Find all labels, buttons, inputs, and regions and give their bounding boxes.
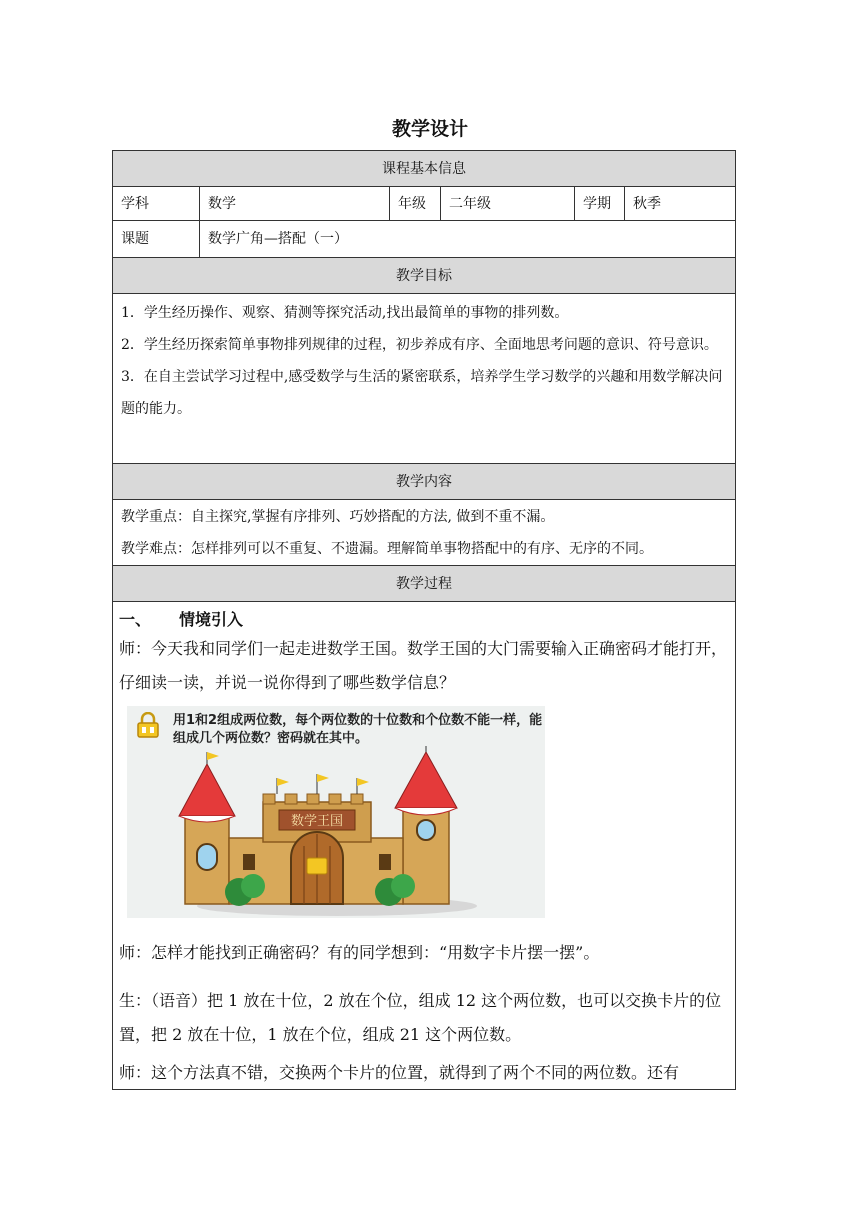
goal-item: 3．在自主尝试学习过程中,感受数学与生活的紧密联系，培养学生学习数学的兴趣和用数学解决问题的能力。 (121, 369, 723, 417)
goal-item: 2．学生经历探索简单事物排列规律的过程，初步养成有序、全面地思考问题的意识、符号意识。 (121, 337, 718, 353)
teacher-paragraph-1: 师：今天我和同学们一起走进数学王国。数学王国的大门需要输入正确密码才能打开，仔细读一读，并说一说你得到了哪些数学信息？ (119, 639, 728, 692)
content-body (113, 500, 735, 566)
topic-value: 数学广角—搭配（一） (199, 221, 736, 257)
student-paragraph: 生：（语音）把 1 放在十位，2 放在个位，组成 12 这个两位数，也可以交换卡片的位置，把 2 放在十位，1 放在个位，组成 21 这个两位数。 (119, 991, 722, 1044)
content-key-point: 教学重点：自主探究,掌握有序排列、巧妙搭配的方法, 做到不重不漏。 (121, 509, 555, 525)
process-body (113, 602, 735, 1090)
info-row-subject (113, 187, 735, 221)
castle-illustration (127, 706, 545, 918)
puzzle-caption: 用1和2组成两位数，每个两位数的十位数和个位数不能一样，能组成几个两位数？密码就在其中。 (173, 713, 543, 746)
section-header-content: 教学内容 (113, 464, 735, 500)
section-header-process: 教学过程 (113, 566, 735, 602)
goals-body (113, 294, 735, 464)
content-difficulty: 教学难点：怎样排列可以不重复、不遗漏。理解简单事物搭配中的有序、无序的不同。 (121, 541, 653, 557)
goal-item: 1．学生经历操作、观察、猜测等探究活动,找出最简单的事物的排列数。 (121, 305, 569, 321)
term-label: 学期 (574, 187, 624, 220)
section-header-goals: 教学目标 (113, 258, 735, 294)
process-heading (113, 602, 735, 632)
castle-sign-text: 数学王国 (290, 814, 344, 829)
subject-label: 学科 (121, 196, 149, 212)
grade-label: 年级 (389, 187, 440, 220)
teacher-paragraph-2: 师：怎样才能找到正确密码？有的同学想到：“用数字卡片摆一摆”。 (119, 943, 600, 962)
info-row-topic (113, 221, 735, 258)
topic-label: 课题 (121, 231, 149, 247)
section-header-basic-info: 课程基本信息 (113, 151, 735, 187)
castle-image (167, 746, 507, 918)
subject-value: 数学 (199, 187, 389, 220)
grade-value: 二年级 (440, 187, 574, 220)
term-value: 秋季 (624, 187, 736, 220)
teacher-paragraph-3: 师：这个方法真不错，交换两个卡片的位置，就得到了两个不同的两位数。还有 (119, 1063, 680, 1082)
lesson-plan-table (112, 150, 736, 1090)
process-heading-number: 一、 (119, 610, 152, 629)
lock-icon (135, 712, 161, 738)
process-heading-text: 情境引入 (179, 610, 244, 629)
document-title: 教学设计 (391, 118, 468, 140)
